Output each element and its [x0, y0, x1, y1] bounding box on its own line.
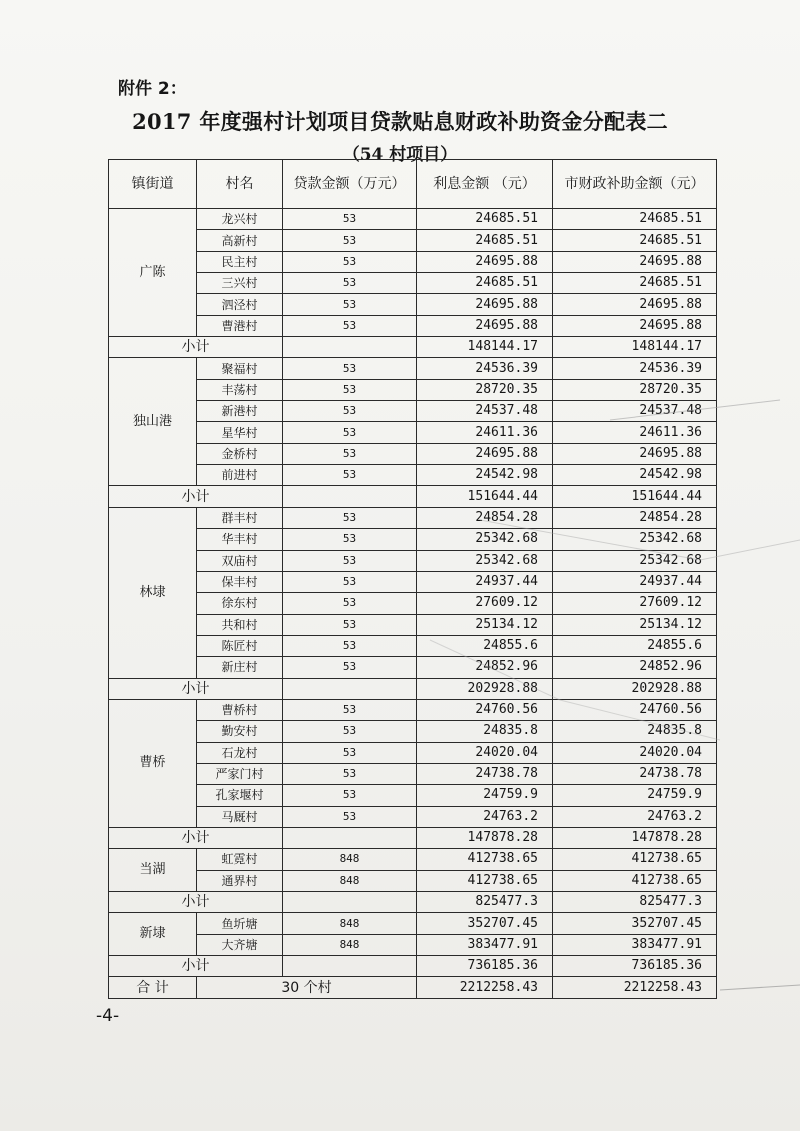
interest-amount-cell: 28720.35 — [417, 379, 553, 400]
table-row — [109, 443, 717, 464]
table-row — [109, 422, 717, 443]
town-name-cell: 当湖 — [109, 849, 197, 892]
village-name-cell: 聚福村 — [197, 358, 283, 379]
subsidy-amount-cell: 24855.6 — [553, 635, 717, 656]
subtotal-label: 小计 — [109, 956, 283, 977]
subtotal-interest-cell: 151644.44 — [417, 486, 553, 507]
interest-amount-cell: 24835.8 — [417, 721, 553, 742]
subtotal-row — [109, 892, 717, 913]
header-loan: 贷款金额（万元） — [283, 160, 417, 209]
table-row — [109, 635, 717, 656]
table-row — [109, 251, 717, 272]
town-name-cell: 新埭 — [109, 913, 197, 956]
interest-amount-cell: 25342.68 — [417, 529, 553, 550]
loan-amount-cell: 53 — [283, 443, 417, 464]
table-row — [109, 699, 717, 720]
table-row — [109, 742, 717, 763]
table-row — [109, 849, 717, 870]
table-row — [109, 465, 717, 486]
subtotal-subsidy-cell: 825477.3 — [553, 892, 717, 913]
village-name-cell: 新港村 — [197, 401, 283, 422]
subtotal-row — [109, 337, 717, 358]
loan-amount-cell: 53 — [283, 763, 417, 784]
header-interest: 利息金额 （元） — [417, 160, 553, 209]
subsidy-amount-cell: 24695.88 — [553, 443, 717, 464]
interest-amount-cell: 412738.65 — [417, 870, 553, 891]
subtotal-label: 小计 — [109, 337, 283, 358]
loan-amount-cell: 53 — [283, 657, 417, 678]
village-name-cell: 新庄村 — [197, 657, 283, 678]
village-name-cell: 孔家堰村 — [197, 785, 283, 806]
interest-amount-cell: 24537.48 — [417, 401, 553, 422]
table-row — [109, 209, 717, 230]
subtotal-label: 小计 — [109, 892, 283, 913]
village-name-cell: 曹港村 — [197, 315, 283, 336]
attachment-label: 附件 2： — [118, 79, 187, 99]
interest-amount-cell: 24536.39 — [417, 358, 553, 379]
subsidy-amount-cell: 24536.39 — [553, 358, 717, 379]
interest-amount-cell: 27609.12 — [417, 593, 553, 614]
interest-amount-cell: 412738.65 — [417, 849, 553, 870]
table-row — [109, 913, 717, 934]
loan-amount-cell: 53 — [283, 465, 417, 486]
loan-amount-cell: 53 — [283, 806, 417, 827]
village-name-cell: 马厩村 — [197, 806, 283, 827]
loan-amount-cell: 53 — [283, 273, 417, 294]
subtotal-loan-cell — [283, 486, 417, 507]
subtotal-subsidy-cell: 151644.44 — [553, 486, 717, 507]
header-subsidy: 市财政补助金额（元） — [553, 160, 717, 209]
subtotal-label: 小计 — [109, 486, 283, 507]
village-name-cell: 星华村 — [197, 422, 283, 443]
interest-amount-cell: 25134.12 — [417, 614, 553, 635]
subtotal-interest-cell: 148144.17 — [417, 337, 553, 358]
subsidy-amount-cell: 24759.9 — [553, 785, 717, 806]
table-row — [109, 273, 717, 294]
village-name-cell: 鱼圻塘 — [197, 913, 283, 934]
interest-amount-cell: 24852.96 — [417, 657, 553, 678]
interest-amount-cell: 24685.51 — [417, 209, 553, 230]
interest-amount-cell: 24738.78 — [417, 763, 553, 784]
grand-total-label: 合 计 — [109, 977, 197, 999]
table-row — [109, 593, 717, 614]
subtotal-interest-cell: 736185.36 — [417, 956, 553, 977]
subsidy-amount-cell: 24854.28 — [553, 507, 717, 528]
interest-amount-cell: 383477.91 — [417, 934, 553, 955]
village-name-cell: 大齐塘 — [197, 934, 283, 955]
subsidy-amount-cell: 24760.56 — [553, 699, 717, 720]
village-name-cell: 丰荡村 — [197, 379, 283, 400]
loan-amount-cell: 53 — [283, 529, 417, 550]
subsidy-amount-cell: 352707.45 — [553, 913, 717, 934]
village-name-cell: 民主村 — [197, 251, 283, 272]
table-row — [109, 657, 717, 678]
subsidy-amount-cell: 24685.51 — [553, 273, 717, 294]
village-name-cell: 陈匠村 — [197, 635, 283, 656]
subtotal-subsidy-cell: 147878.28 — [553, 827, 717, 848]
village-name-cell: 曹桥村 — [197, 699, 283, 720]
table-row — [109, 806, 717, 827]
village-name-cell: 保丰村 — [197, 571, 283, 592]
subtotal-subsidy-cell: 736185.36 — [553, 956, 717, 977]
subsidy-amount-cell: 24537.48 — [553, 401, 717, 422]
subsidy-amount-cell: 25342.68 — [553, 529, 717, 550]
loan-amount-cell: 53 — [283, 507, 417, 528]
grand-total-interest: 2212258.43 — [417, 977, 553, 999]
loan-amount-cell: 53 — [283, 251, 417, 272]
loan-amount-cell: 53 — [283, 699, 417, 720]
village-name-cell: 群丰村 — [197, 507, 283, 528]
subsidy-amount-cell: 24611.36 — [553, 422, 717, 443]
allocation-table — [108, 159, 717, 999]
table-row — [109, 763, 717, 784]
subsidy-amount-cell: 24695.88 — [553, 251, 717, 272]
subsidy-amount-cell: 24695.88 — [553, 294, 717, 315]
loan-amount-cell: 53 — [283, 315, 417, 336]
loan-amount-cell: 848 — [283, 934, 417, 955]
subsidy-amount-cell: 24937.44 — [553, 571, 717, 592]
subsidy-amount-cell: 383477.91 — [553, 934, 717, 955]
village-name-cell: 严家门村 — [197, 763, 283, 784]
subtotal-interest-cell: 147878.28 — [417, 827, 553, 848]
table-row — [109, 294, 717, 315]
village-name-cell: 金桥村 — [197, 443, 283, 464]
table-row — [109, 614, 717, 635]
subsidy-amount-cell: 24763.2 — [553, 806, 717, 827]
loan-amount-cell: 53 — [283, 294, 417, 315]
subsidy-amount-cell: 24738.78 — [553, 763, 717, 784]
subtotal-row — [109, 827, 717, 848]
village-name-cell: 勤安村 — [197, 721, 283, 742]
interest-amount-cell: 24542.98 — [417, 465, 553, 486]
interest-amount-cell: 24695.88 — [417, 294, 553, 315]
table-row — [109, 358, 717, 379]
subtotal-row — [109, 486, 717, 507]
interest-amount-cell: 24695.88 — [417, 315, 553, 336]
table-header-row — [109, 160, 717, 209]
loan-amount-cell: 53 — [283, 742, 417, 763]
subtotal-loan-cell — [283, 892, 417, 913]
village-name-cell: 龙兴村 — [197, 209, 283, 230]
interest-amount-cell: 24685.51 — [417, 230, 553, 251]
subtotal-loan-cell — [283, 827, 417, 848]
grand-total-subsidy: 2212258.43 — [553, 977, 717, 999]
loan-amount-cell: 848 — [283, 849, 417, 870]
interest-amount-cell: 24695.88 — [417, 443, 553, 464]
subtotal-interest-cell: 825477.3 — [417, 892, 553, 913]
subsidy-amount-cell: 412738.65 — [553, 849, 717, 870]
subtotal-row — [109, 956, 717, 977]
table-row — [109, 230, 717, 251]
village-name-cell: 通界村 — [197, 870, 283, 891]
document-title: 2017 年度强村计划项目贷款贴息财政补助资金分配表二 — [132, 109, 668, 134]
loan-amount-cell: 848 — [283, 870, 417, 891]
table-row — [109, 529, 717, 550]
village-name-cell: 高新村 — [197, 230, 283, 251]
table-row — [109, 315, 717, 336]
subsidy-amount-cell: 24835.8 — [553, 721, 717, 742]
village-name-cell: 徐东村 — [197, 593, 283, 614]
table-row — [109, 550, 717, 571]
loan-amount-cell: 53 — [283, 379, 417, 400]
subtotal-loan-cell — [283, 956, 417, 977]
loan-amount-cell: 53 — [283, 721, 417, 742]
town-name-cell: 曹桥 — [109, 699, 197, 827]
interest-amount-cell: 24760.56 — [417, 699, 553, 720]
subsidy-amount-cell: 25134.12 — [553, 614, 717, 635]
subsidy-amount-cell: 24685.51 — [553, 230, 717, 251]
subsidy-amount-cell: 24852.96 — [553, 657, 717, 678]
village-name-cell: 双庙村 — [197, 550, 283, 571]
table-row — [109, 571, 717, 592]
loan-amount-cell: 53 — [283, 209, 417, 230]
table-row — [109, 934, 717, 955]
interest-amount-cell: 24937.44 — [417, 571, 553, 592]
town-name-cell: 林埭 — [109, 507, 197, 678]
document-subtitle: （54 村项目） — [342, 145, 458, 165]
table-body — [109, 209, 717, 999]
subtotal-row — [109, 678, 717, 699]
loan-amount-cell: 53 — [283, 635, 417, 656]
table-row — [109, 379, 717, 400]
table-row — [109, 721, 717, 742]
table-row — [109, 401, 717, 422]
loan-amount-cell: 53 — [283, 571, 417, 592]
interest-amount-cell: 24855.6 — [417, 635, 553, 656]
village-name-cell: 三兴村 — [197, 273, 283, 294]
subtotal-loan-cell — [283, 678, 417, 699]
interest-amount-cell: 24685.51 — [417, 273, 553, 294]
table-row — [109, 870, 717, 891]
subtotal-loan-cell — [283, 337, 417, 358]
header-village: 村名 — [197, 160, 283, 209]
loan-amount-cell: 53 — [283, 593, 417, 614]
village-name-cell: 华丰村 — [197, 529, 283, 550]
town-name-cell: 广陈 — [109, 209, 197, 337]
subsidy-amount-cell: 24020.04 — [553, 742, 717, 763]
subtotal-subsidy-cell: 148144.17 — [553, 337, 717, 358]
subtotal-label: 小计 — [109, 678, 283, 699]
subsidy-amount-cell: 28720.35 — [553, 379, 717, 400]
subtotal-subsidy-cell: 202928.88 — [553, 678, 717, 699]
village-name-cell: 虹霓村 — [197, 849, 283, 870]
subsidy-amount-cell: 412738.65 — [553, 870, 717, 891]
interest-amount-cell: 24695.88 — [417, 251, 553, 272]
subsidy-amount-cell: 24685.51 — [553, 209, 717, 230]
loan-amount-cell: 53 — [283, 230, 417, 251]
subsidy-amount-cell: 24542.98 — [553, 465, 717, 486]
subsidy-amount-cell: 27609.12 — [553, 593, 717, 614]
interest-amount-cell: 24759.9 — [417, 785, 553, 806]
loan-amount-cell: 53 — [283, 422, 417, 443]
village-name-cell: 石龙村 — [197, 742, 283, 763]
loan-amount-cell: 53 — [283, 358, 417, 379]
grand-total-row — [109, 977, 717, 999]
table-row — [109, 507, 717, 528]
loan-amount-cell: 53 — [283, 401, 417, 422]
interest-amount-cell: 352707.45 — [417, 913, 553, 934]
village-name-cell: 共和村 — [197, 614, 283, 635]
town-name-cell: 独山港 — [109, 358, 197, 486]
loan-amount-cell: 53 — [283, 614, 417, 635]
grand-total-villages: 30 个村 — [197, 977, 417, 999]
subtotal-label: 小计 — [109, 827, 283, 848]
table-row — [109, 785, 717, 806]
loan-amount-cell: 53 — [283, 550, 417, 571]
loan-amount-cell: 848 — [283, 913, 417, 934]
header-town: 镇街道 — [109, 160, 197, 209]
subtotal-interest-cell: 202928.88 — [417, 678, 553, 699]
village-name-cell: 前进村 — [197, 465, 283, 486]
subsidy-amount-cell: 25342.68 — [553, 550, 717, 571]
interest-amount-cell: 24854.28 — [417, 507, 553, 528]
interest-amount-cell: 25342.68 — [417, 550, 553, 571]
subsidy-amount-cell: 24695.88 — [553, 315, 717, 336]
loan-amount-cell: 53 — [283, 785, 417, 806]
interest-amount-cell: 24763.2 — [417, 806, 553, 827]
village-name-cell: 泗泾村 — [197, 294, 283, 315]
page-number: -4- — [96, 1006, 120, 1026]
interest-amount-cell: 24611.36 — [417, 422, 553, 443]
interest-amount-cell: 24020.04 — [417, 742, 553, 763]
